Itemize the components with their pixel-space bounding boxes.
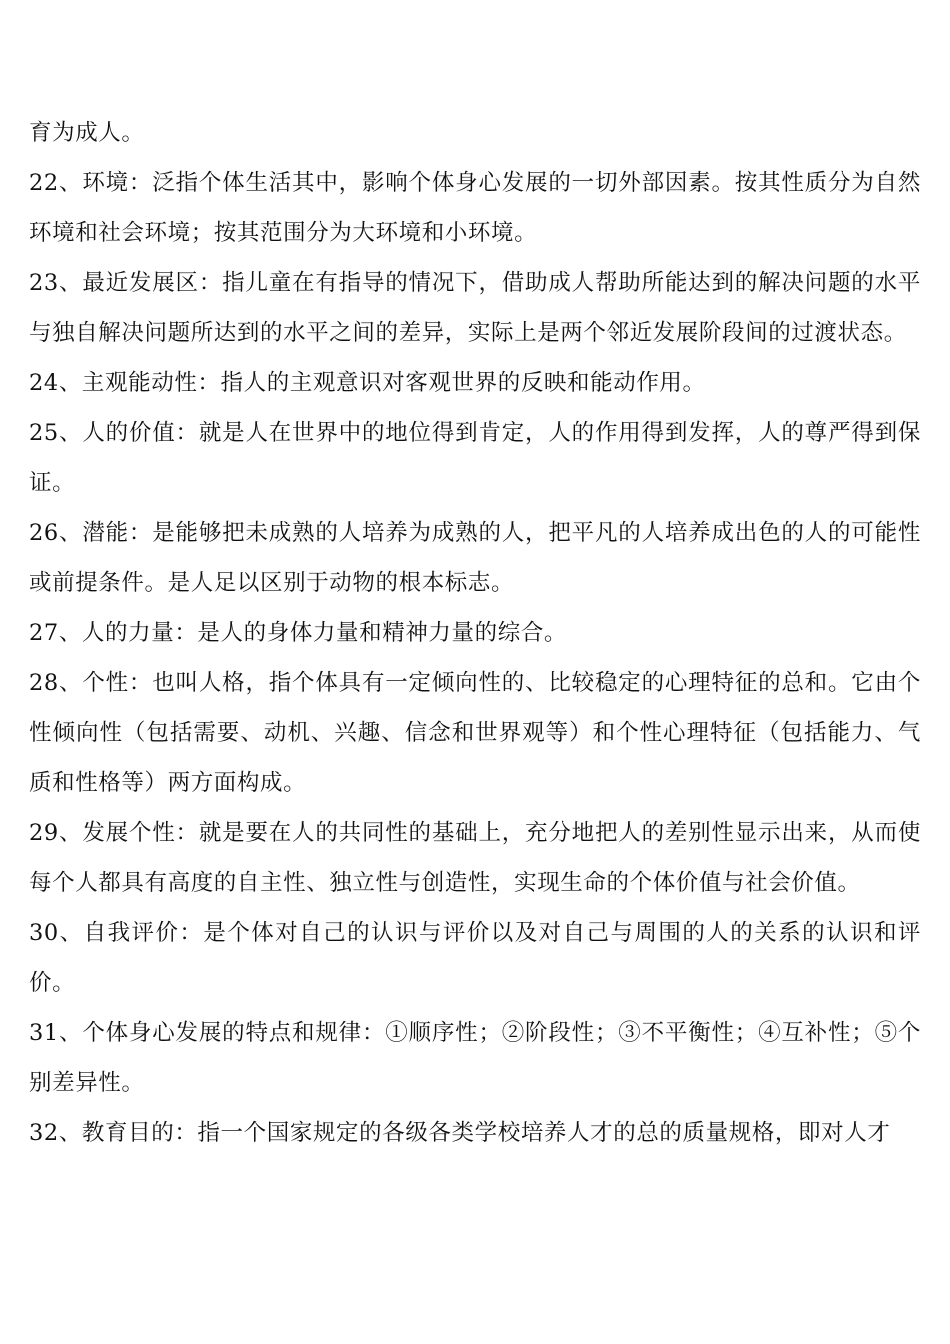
paragraph-30-self-evaluation: 30、自我评价：是个体对自己的认识与评价以及对自己与周围的人的关系的认识和评价。 (29, 920, 921, 996)
paragraph-24-initiative: 24、主观能动性：指人的主观意识对客观世界的反映和能动作用。 (29, 370, 706, 396)
paragraph-continuation: 育为成人。 (29, 120, 145, 146)
paragraph-27-human-power: 27、人的力量：是人的身体力量和精神力量的综合。 (29, 620, 568, 646)
paragraph-23-zpd: 23、最近发展区：指儿童在有指导的情况下，借助成人帮助所能达到的解决问题的水平与独自解决问题所达到的水平之间的差异，实际上是两个邻近发展阶段间的过渡状态。 (29, 270, 921, 346)
paragraph-22-environment: 22、环境：泛指个体生活其中，影响个体身心发展的一切外部因素。按其性质分为自然环境和社会环境；按其范围分为大环境和小环境。 (29, 170, 921, 246)
paragraph-29-develop-personality: 29、发展个性：就是要在人的共同性的基础上，充分地把人的差别性显示出来，从而使每个人都具有高度的自主性、独立性与创造性，实现生命的个体价值与社会价值。 (29, 820, 921, 896)
document-body (29, 108, 921, 1158)
paragraph-28-personality: 28、个性：也叫人格，指个体具有一定倾向性的、比较稳定的心理特征的总和。它由个性倾向性（包括需要、动机、兴趣、信念和世界观等）和个性心理特征（包括能力、气质和性格等）两方面构成。 (29, 670, 921, 796)
paragraph-25-human-value: 25、人的价值：就是人在世界中的地位得到肯定，人的作用得到发挥，人的尊严得到保证。 (29, 420, 921, 496)
paragraph-26-potential: 26、潜能：是能够把未成熟的人培养为成熟的人，把平凡的人培养成出色的人的可能性或前提条件。是人足以区别于动物的根本标志。 (29, 520, 921, 596)
paragraph-31-development-laws: 31、个体身心发展的特点和规律：①顺序性；②阶段性；③不平衡性；④互补性；⑤个别差异性。 (29, 1020, 921, 1096)
paragraph-32-education-aim: 32、教育目的：指一个国家规定的各级各类学校培养人才的总的质量规格，即对人才 (29, 1120, 891, 1146)
